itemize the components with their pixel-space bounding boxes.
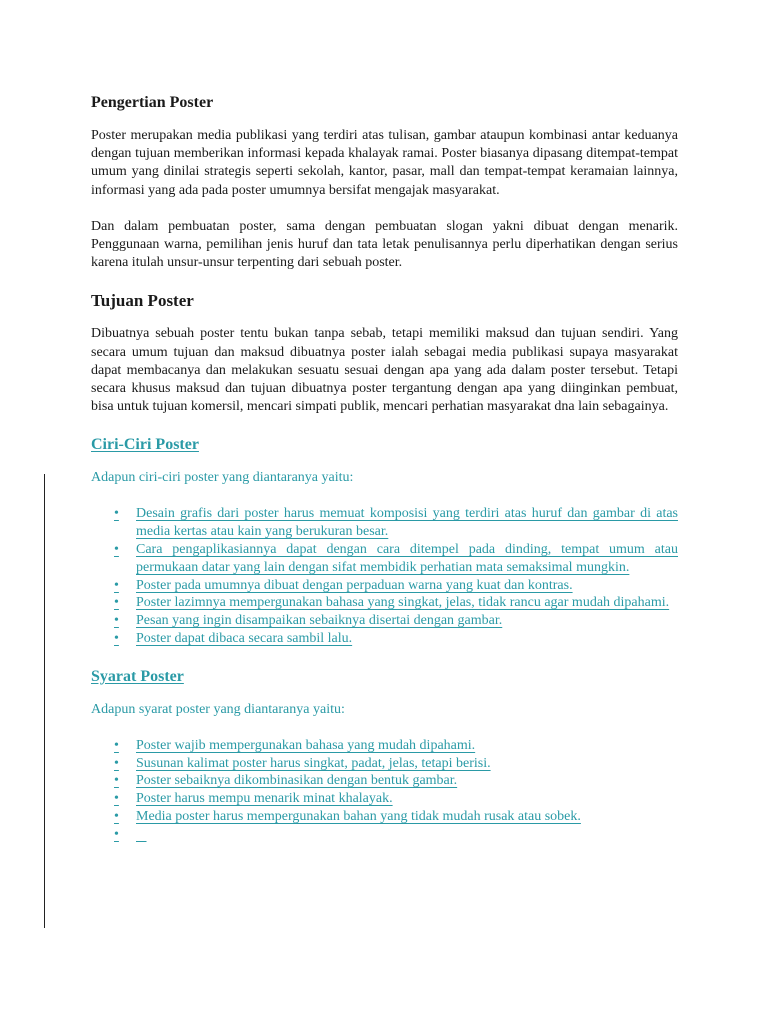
bullet-glyph: • bbox=[114, 577, 119, 593]
paragraph-pengertian-2: Dan dalam pembuatan poster, sama dengan pembuatan slogan yakni dibuat dengan menarik. Penggunaan warna, pemilihan jenis huruf dan tata letak penulisannya perlu diperhatikan dengan serius karena itulah unsur-unsur terpenting dari sebuah poster. bbox=[91, 218, 678, 271]
bullet-glyph: • bbox=[114, 631, 119, 647]
list-item-text: Poster wajib mempergunakan bahasa yang mudah dipahami. bbox=[136, 737, 476, 753]
list-item[interactable] bbox=[91, 737, 678, 755]
list-item[interactable] bbox=[91, 505, 678, 541]
list-item[interactable] bbox=[91, 541, 678, 577]
list-item[interactable] bbox=[91, 755, 678, 773]
bullet-glyph: • bbox=[114, 506, 119, 522]
list-item[interactable] bbox=[91, 808, 678, 826]
list-item[interactable] bbox=[91, 630, 678, 648]
heading-syarat-link[interactable]: Syarat Poster bbox=[91, 667, 184, 685]
bullet-glyph: • bbox=[114, 809, 119, 824]
list-item-text: Cara pengaplikasiannya dapat dengan cara ditempel pada dinding, tempat umum atau permukaan datar yang lain dengan sifat membidik perhatian mata semaksimal mungkin. bbox=[136, 542, 678, 575]
bullet-glyph: • bbox=[114, 595, 119, 611]
bullet-glyph: • bbox=[114, 613, 119, 629]
heading-tujuan: Tujuan Poster bbox=[91, 291, 194, 311]
bullet-glyph: • bbox=[114, 773, 119, 789]
list-item-text: Desain grafis dari poster harus memuat komposisi yang terdiri atas huruf dan gambar di atas media kertas atau kain yang berukuran besar. bbox=[136, 506, 678, 540]
list-item[interactable] bbox=[91, 612, 678, 630]
bullet-glyph: • bbox=[114, 737, 119, 753]
paragraph-tujuan-1: Dibuatnya sebuah poster tentu bukan tanpa sebab, tetapi memiliki maksud dan tujuan sendiri. Yang secara umum tujuan dan maksud dibuatnya poster ialah sebagai media publikasi supaya masyarakat dapat membacanya dan melakukan sesuatu sesuai dengan apa yang ada dalam poster tersebut. Tetapi secara khusus maksud dan tujuan dibuatnya poster tergantung dengan apa yang diinginkan pembuat, bisa untuk tujuan komersil, mencari simpati publik, mencari perhatian masyarakat dna lain sebagainya. bbox=[91, 326, 678, 415]
bullet-glyph: • bbox=[114, 826, 119, 842]
list-item[interactable] bbox=[91, 772, 678, 790]
list-item-text: Susunan kalimat poster harus singkat, padat, jelas, tetapi berisi. bbox=[136, 755, 491, 771]
list-ciri bbox=[91, 505, 678, 647]
intro-ciri: Adapun ciri-ciri poster yang diantaranya yaitu: bbox=[91, 470, 354, 486]
list-item-text: ​ bbox=[136, 826, 147, 842]
list-item-empty[interactable] bbox=[91, 826, 678, 844]
bullet-glyph: • bbox=[114, 542, 119, 558]
heading-pengertian: Pengertian Poster bbox=[91, 94, 214, 111]
list-item[interactable] bbox=[91, 790, 678, 808]
list-syarat bbox=[91, 737, 678, 844]
list-item-text: Poster sebaiknya dikombinasikan dengan bentuk gambar. bbox=[136, 773, 458, 789]
bullet-glyph: • bbox=[114, 755, 119, 771]
document-content bbox=[91, 92, 678, 862]
list-item-text: Media poster harus mempergunakan bahan yang tidak mudah rusak atau sobek. bbox=[136, 809, 581, 824]
bullet-glyph: • bbox=[114, 791, 119, 807]
list-item-text: Poster pada umumnya dibuat dengan perpaduan warna yang kuat dan kontras. bbox=[136, 577, 573, 593]
list-item-text: Poster lazimnya mempergunakan bahasa yang singkat, jelas, tidak rancu agar mudah dipahami. bbox=[136, 595, 670, 611]
list-item-text: Poster harus mempu menarik minat khalayak. bbox=[136, 791, 393, 807]
list-item[interactable] bbox=[91, 594, 678, 612]
list-item-text: Poster dapat dibaca secara sambil lalu. bbox=[136, 631, 353, 647]
paragraph-pengertian-1: Poster merupakan media publikasi yang terdiri atas tulisan, gambar ataupun kombinasi antar keduanya dengan tujuan memberikan informasi kepada khalayak ramai. Poster biasanya dipasang ditempat-tempat umum yang dinilai strategis seperti sekolah, kantor, pasar, mall dan tempat-tempat keramaian lainnya, informasi yang ada pada poster umumnya bersifat mengajak masyarakat. bbox=[91, 128, 678, 198]
list-item-text: Pesan yang ingin disampaikan sebaiknya disertai dengan gambar. bbox=[136, 613, 503, 629]
list-item[interactable] bbox=[91, 577, 678, 595]
heading-ciri-link[interactable]: Ciri-Ciri Poster bbox=[91, 436, 199, 454]
revision-change-bar bbox=[44, 474, 45, 928]
intro-syarat: Adapun syarat poster yang diantaranya yaitu: bbox=[91, 701, 345, 717]
